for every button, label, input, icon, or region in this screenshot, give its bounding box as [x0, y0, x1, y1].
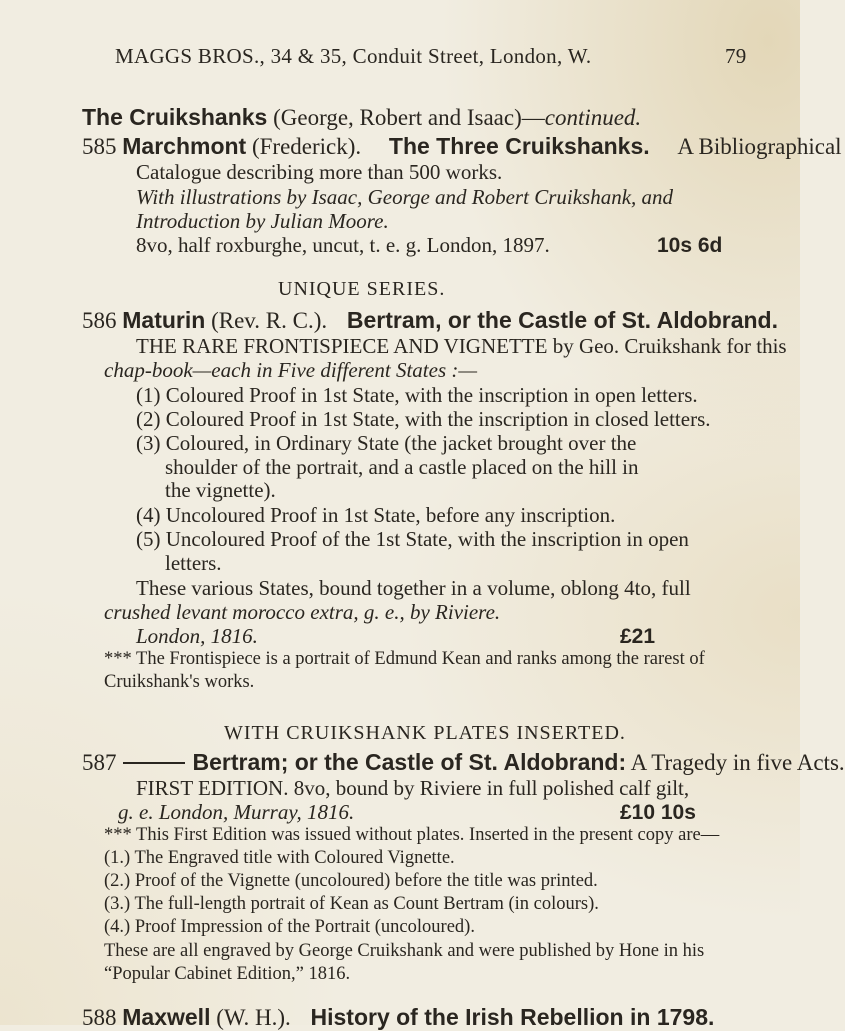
item-title-rest: A Bibliographical	[677, 134, 842, 159]
lot-585-title-line	[82, 133, 842, 160]
section-name: The Cruikshanks	[82, 104, 268, 130]
note-line: *** This First Edition was issued without plates. Inserted in the present copy are—	[104, 825, 720, 845]
price: 10s 6d	[657, 234, 723, 257]
description-line: THE RARE FRONTISPIECE AND VIGNETTE by Geo. Cruikshank for this	[136, 334, 787, 358]
state-line: (3) Coloured, in Ordinary State (the jacket brought over the	[136, 431, 637, 455]
description-line: These various States, bound together in a volume, oblong 4to, full	[136, 576, 691, 600]
state-line: (2) Coloured Proof in 1st State, with the inscription in closed letters.	[136, 407, 711, 431]
section-heading	[82, 104, 641, 131]
note-line: Cruikshank's works.	[104, 672, 255, 692]
description-line: FIRST EDITION. 8vo, bound by Riviere in full polished calf gilt,	[136, 776, 690, 800]
author-name: Marchmont	[122, 133, 247, 159]
lot-587-title-line	[82, 749, 845, 776]
state-line: letters.	[165, 551, 222, 575]
note-line: “Popular Cabinet Edition,” 1816.	[104, 964, 351, 984]
lot-number: 588	[82, 1005, 117, 1030]
author-detail: (Rev. R. C.).	[205, 308, 328, 333]
section-suffix: (George, Robert and Isaac)—	[267, 105, 545, 130]
author-name: Maturin	[122, 307, 206, 333]
item-title: The Three Cruikshanks.	[388, 133, 650, 159]
description-line: chap-book—each in Five different States :—	[104, 358, 478, 382]
item-title: History of the Irish Rebellion in 1798.	[310, 1004, 715, 1030]
description-line: London, 1816.	[136, 624, 258, 648]
description-line: With illustrations by Isaac, George and Robert Cruikshank, and	[136, 185, 674, 209]
inserted-item: (3.) The full-length portrait of Kean as Count Bertram (in colours).	[104, 894, 599, 914]
state-line: the vignette).	[165, 478, 276, 502]
header-text: MAGGS BROS., 34 & 35, Conduit Street, London, W.	[115, 44, 592, 68]
ditto-rule	[123, 762, 185, 764]
description-line: 8vo, half roxburghe, uncut, t. e. g. London, 1897.	[136, 233, 550, 257]
inserted-item: (4.) Proof Impression of the Portrait (uncoloured).	[104, 917, 475, 937]
series-heading: UNIQUE SERIES.	[278, 278, 446, 300]
author-name: Maxwell	[122, 1004, 211, 1030]
lot-number: 586	[82, 308, 117, 333]
state-line: (1) Coloured Proof in 1st State, with the inscription in open letters.	[136, 383, 698, 407]
lot-number: 585	[82, 134, 117, 159]
author-detail: (W. H.).	[210, 1005, 291, 1030]
description-line: crushed levant morocco extra, g. e., by Riviere.	[104, 600, 501, 624]
running-header	[115, 44, 747, 69]
note-line: *** The Frontispiece is a portrait of Edmund Kean and ranks among the rarest of	[104, 649, 705, 669]
inserted-item: (1.) The Engraved title with Coloured Vignette.	[104, 848, 455, 868]
page-number: 79	[725, 44, 747, 68]
lot-number: 587	[82, 750, 117, 775]
description-line: Catalogue describing more than 500 works.	[136, 160, 503, 184]
state-line: (5) Uncoloured Proof of the 1st State, with the inscription in open	[136, 527, 689, 551]
state-line: shoulder of the portrait, and a castle placed on the hill in	[165, 455, 639, 479]
inserted-item: (2.) Proof of the Vignette (uncoloured) before the title was printed.	[104, 871, 598, 891]
state-line: (4) Uncoloured Proof in 1st State, before any inscription.	[136, 503, 616, 527]
description-line: Introduction by Julian Moore.	[136, 209, 389, 233]
item-title-rest: A Tragedy in five Acts.	[626, 750, 845, 775]
description-line: g. e. London, Murray, 1816.	[118, 800, 355, 824]
author-detail: (Frederick).	[246, 134, 362, 159]
note-line: These are all engraved by George Cruikshank and were published by Hone in his	[104, 941, 705, 961]
item-title: Bertram, or the Castle of St. Aldobrand.	[346, 307, 778, 333]
lot-586-title-line	[82, 307, 778, 334]
price: £10 10s	[620, 801, 696, 824]
lot-588-title-line	[82, 1004, 714, 1031]
price: £21	[620, 625, 656, 648]
item-title: Bertram; or the Castle of St. Aldobrand:	[192, 749, 627, 775]
series-heading: WITH CRUIKSHANK PLATES INSERTED.	[224, 722, 626, 744]
section-continued: continued.	[544, 105, 642, 130]
